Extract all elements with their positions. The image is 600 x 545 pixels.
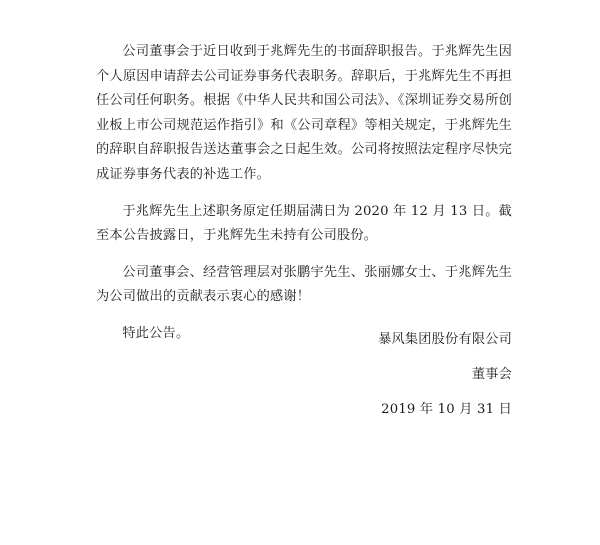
- signature-board: 董事会: [471, 367, 512, 382]
- announcement-body: [96, 40, 512, 359]
- paragraph-term: 于兆辉先生上述职务原定任期届满日为 2020 年 12 月 13 日。截至本公告披露日，于兆辉先生未持有公司股份。: [96, 203, 512, 244]
- paragraph-resignation: 公司董事会于近日收到于兆辉先生的书面辞职报告。于兆辉先生因个人原因申请辞去公司证券事务代表职务。辞职后，于兆辉先生不再担任公司任何职务。根据《中华人民共和国公司法》、《深圳证券交易所创业板上市公司规范运作指引》和《公司章程》等相关规定，于兆辉先生的辞职自辞职报告送达董事会之日起生效。公司将按照法定程序尽快完成证券事务代表的补选工作。: [96, 44, 512, 182]
- signature-company: 暴风集团股份有限公司: [378, 332, 512, 347]
- signature-date: 2019 年 10 月 31 日: [381, 402, 512, 417]
- paragraph-thanks: 公司董事会、经营管理层对张鹏宇先生、张丽娜女士、于兆辉先生为公司做出的贡献表示衷心的感谢！: [96, 264, 512, 305]
- paragraph-closing: 特此公告。: [122, 325, 190, 341]
